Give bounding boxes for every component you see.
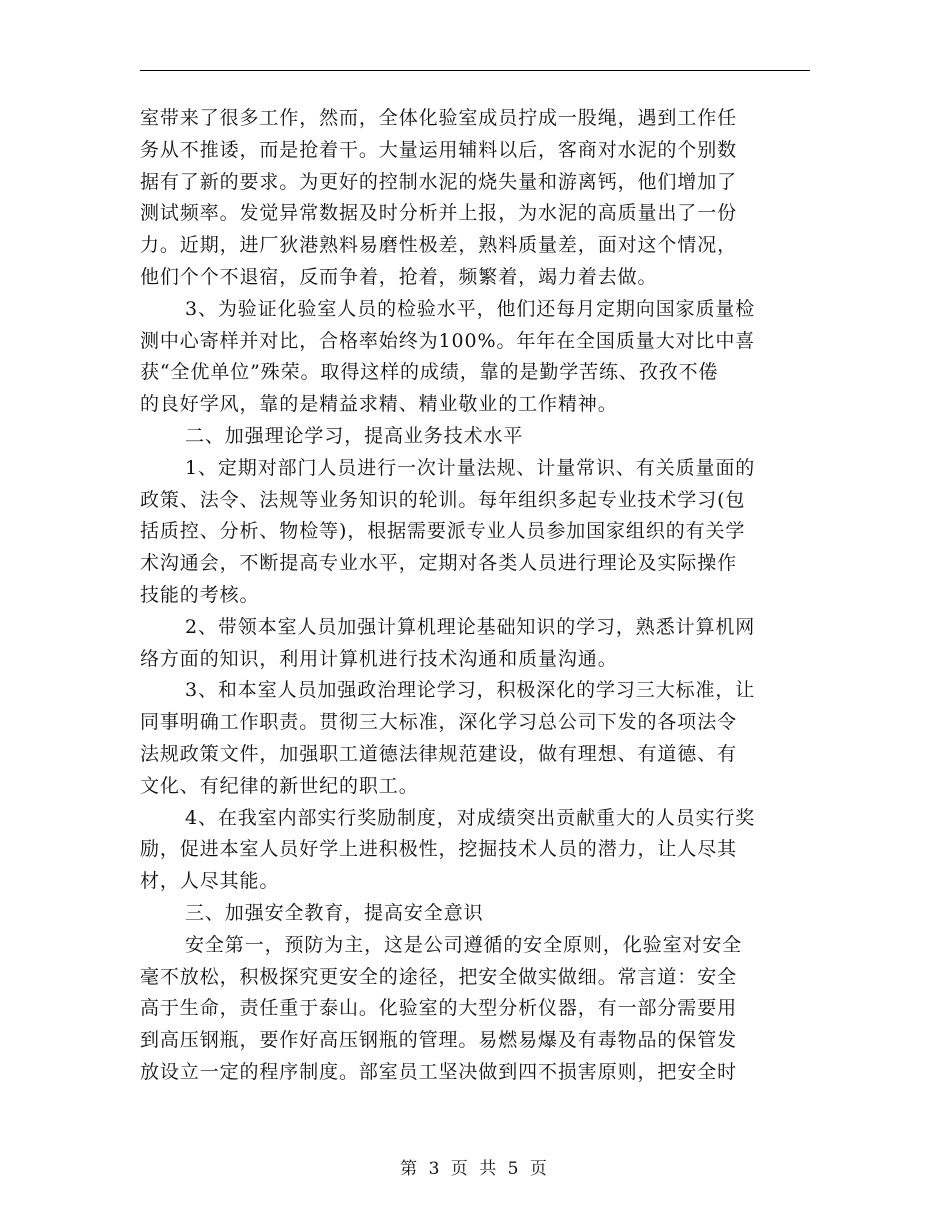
text-line: 络方面的知识，利用计算机进行技术沟通和质量沟通。 bbox=[140, 647, 618, 670]
header-rule bbox=[140, 70, 810, 71]
text-line: 放设立一定的程序制度。部室员工坚决做到四不损害原则，把安全时 bbox=[140, 1060, 738, 1083]
text-line: 室带来了很多工作，然而，全体化验室成员拧成一股绳，遇到工作任 bbox=[140, 107, 738, 129]
text-line: 法规政策文件，加强职工道德法律规范建设，做有理想、有道德、有 bbox=[140, 742, 738, 765]
paragraph bbox=[140, 612, 810, 676]
text-line: 力。近期，进厂狄港熟料易磨性极差，熟料质量差，面对这个情况， bbox=[140, 234, 738, 257]
page-footer: 第 3 页 共 5 页 bbox=[400, 1159, 550, 1179]
paragraph bbox=[140, 453, 810, 612]
text-line: 技能的考核。 bbox=[140, 583, 260, 606]
text-line: 毫不放松，积极探究更安全的途径，把安全做实做细。常言道：安全 bbox=[140, 965, 738, 988]
text-line: 3、为验证化验室人员的检验水平，他们还每月定期向国家质量检 bbox=[185, 297, 756, 320]
paragraph bbox=[140, 675, 810, 802]
text-line: 2、带领本室人员加强计算机理论基础知识的学习，熟悉计算机网 bbox=[185, 615, 756, 638]
text-line: 获“全优单位”殊荣。取得这样的成绩，靠的是勤学苦练、孜孜不倦 bbox=[140, 361, 719, 384]
text-line: 材，人尽其能。 bbox=[140, 870, 280, 893]
text-line: 术沟通会，不断提高专业水平，定期对各类人员进行理论及实际操作 bbox=[140, 552, 738, 575]
paragraph bbox=[140, 103, 810, 294]
text-line: 3、和本室人员加强政治理论学习，积极深化的学习三大标准，让 bbox=[185, 679, 756, 702]
text-line: 他们个个不退宿，反而争着，抢着，频繁着，竭力着去做。 bbox=[140, 265, 658, 288]
text-line: 测试频率。发觉异常数据及时分析并上报，为水泥的高质量出了一份 bbox=[140, 202, 738, 225]
text-line: 励，促进本室人员好学上进积极性，挖掘技术人员的潜力，让人尽其 bbox=[140, 838, 738, 861]
text-line: 括质控、分析、物检等)，根据需要派专业人员参加国家组织的有关学 bbox=[140, 520, 746, 543]
text-line: 据有了新的要求。为更好的控制水泥的烧失量和游离钙，他们增加了 bbox=[140, 170, 738, 193]
paragraph bbox=[140, 294, 810, 421]
text-line: 二、加强理论学习，提高业务技术水平 bbox=[185, 424, 524, 447]
paragraph bbox=[140, 803, 810, 898]
text-line: 务从不推诿，而是抢着干。大量运用辅料以后，客商对水泥的个别数 bbox=[140, 138, 738, 161]
text-line: 三、加强安全教育，提高安全意识 bbox=[185, 901, 484, 924]
text-line: 政策、法令、法规等业务知识的轮训。每年组织多起专业技术学习(包 bbox=[140, 488, 746, 511]
text-line: 4、在我室内部实行奖励制度，对成绩突出贡献重大的人员实行奖 bbox=[185, 806, 756, 829]
paragraph bbox=[140, 930, 810, 1089]
paragraph bbox=[140, 421, 810, 453]
text-line: 的良好学风，靠的是精益求精、精业敬业的工作精神。 bbox=[140, 393, 618, 416]
text-line: 到高压钢瓶，要作好高压钢瓶的管理。易燃易爆及有毒物品的保管发 bbox=[140, 1029, 738, 1052]
document-body bbox=[140, 103, 810, 1089]
text-line: 同事明确工作职责。贯彻三大标准，深化学习总公司下发的各项法令 bbox=[140, 711, 738, 734]
text-line: 测中心寄样并对比，合格率始终为100%。年年在全国质量大对比中喜 bbox=[140, 329, 756, 352]
text-line: 1、定期对部门人员进行一次计量法规、计量常识、有关质量面的 bbox=[185, 456, 756, 479]
text-line: 安全第一，预防为主，这是公司遵循的安全原则，化验室对安全 bbox=[185, 933, 743, 956]
text-line: 文化、有纪律的新世纪的职工。 bbox=[140, 774, 419, 797]
paragraph bbox=[140, 898, 810, 930]
text-line: 高于生命，责任重于泰山。化验室的大型分析仪器，有一部分需要用 bbox=[140, 997, 738, 1020]
